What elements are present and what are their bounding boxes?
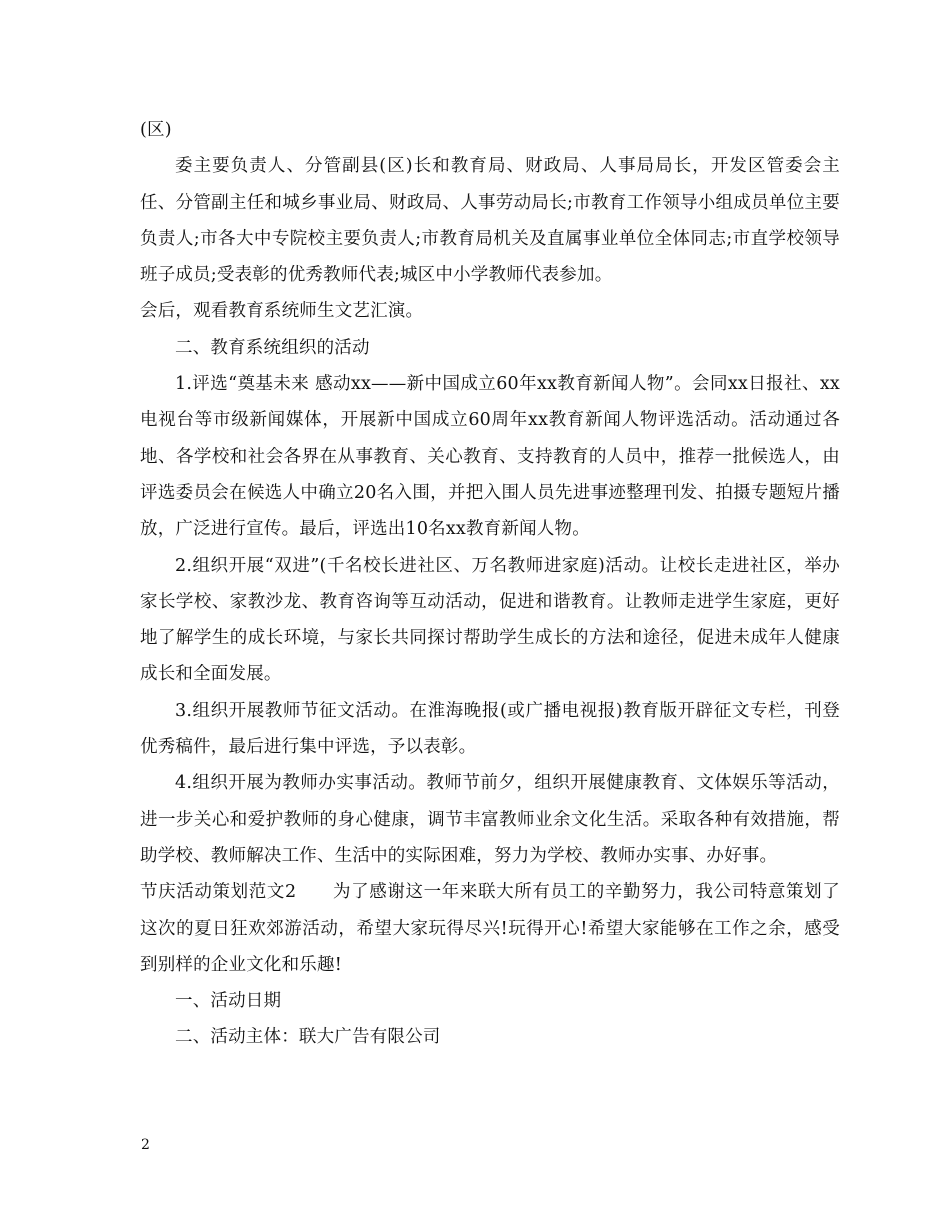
paragraph-item-2: 2.组织开展“双进”(千名校长进社区、万名教师进家庭)活动。让校长走进社区，举办家长学校、家教沙龙、教育咨询等互动活动，促进和谐教育。让教师走进学生家庭，更好地了解学生的成长环境，与家长共同探讨帮助学生成长的方法和途径，促进未成年人健康成长和全面发展。 bbox=[140, 555, 840, 685]
section-heading-activity-subject: 二、活动主体：联大广告有限公司 bbox=[175, 1027, 441, 1048]
section-heading-activity-date: 一、活动日期 bbox=[175, 991, 282, 1012]
paragraph-attendees: 委主要负责人、分管副县(区)长和教育局、财政局、人事局局长，开发区管委会主任、分管副主任和城乡事业局、财政局、人事劳动局长;市教育工作领导小组成员单位主要负责人;市各大中专院校主要负责人;市教育局机关及直属事业单位全体同志;市直学校领导班子成员;受表彰的优秀教师代表;城区中小学教师代表参加。 bbox=[140, 156, 840, 286]
paragraph-item-3: 3.组织开展教师节征文活动。在淮海晚报(或广播电视报)教育版开辟征文专栏，刊登优秀稿件，最后进行集中评选，予以表彰。 bbox=[140, 700, 840, 758]
paragraph-sample-2-intro: 节庆活动策划范文2 为了感谢这一年来联大所有员工的辛勤努力，我公司特意策划了这次的夏日狂欢郊游活动，希望大家玩得尽兴!玩得开心!希望大家能够在工作之余，感受到别样的企业文化和乐趣! bbox=[140, 882, 840, 975]
paragraph-item-1: 1.评选“奠基未来 感动xx——新中国成立60年xx教育新闻人物”。会同xx日报社、xx电视台等市级新闻媒体，开展新中国成立60周年xx教育新闻人物评选活动。活动通过各地、各学校和社会各界在从事教育、关心教育、支持教育的人员中，推荐一批候选人，由评选委员会在候选人中确立20名入围，并把入围人员先进事迹整理刊发、拍摄专题短片播放，广泛进行宣传。最后，评选出10名xx教育新闻人物。 bbox=[140, 374, 840, 540]
page-number: 2 bbox=[141, 1137, 150, 1153]
section-heading-education-activities: 二、教育系统组织的活动 bbox=[175, 337, 370, 358]
paragraph-after-meeting: 会后，观看教育系统师生文艺汇演。 bbox=[140, 301, 424, 322]
paragraph-item-4: 4.组织开展为教师办实事活动。教师节前夕，组织开展健康教育、文体娱乐等活动，进一步关心和爱护教师的身心健康，调节丰富教师业余文化生活。采取各种有效措施，帮助学校、教师解决工作、生活中的实际困难，努力为学校、教师办实事、办好事。 bbox=[140, 773, 840, 866]
document-body bbox=[140, 112, 840, 1056]
paragraph-district: (区) bbox=[140, 120, 172, 140]
